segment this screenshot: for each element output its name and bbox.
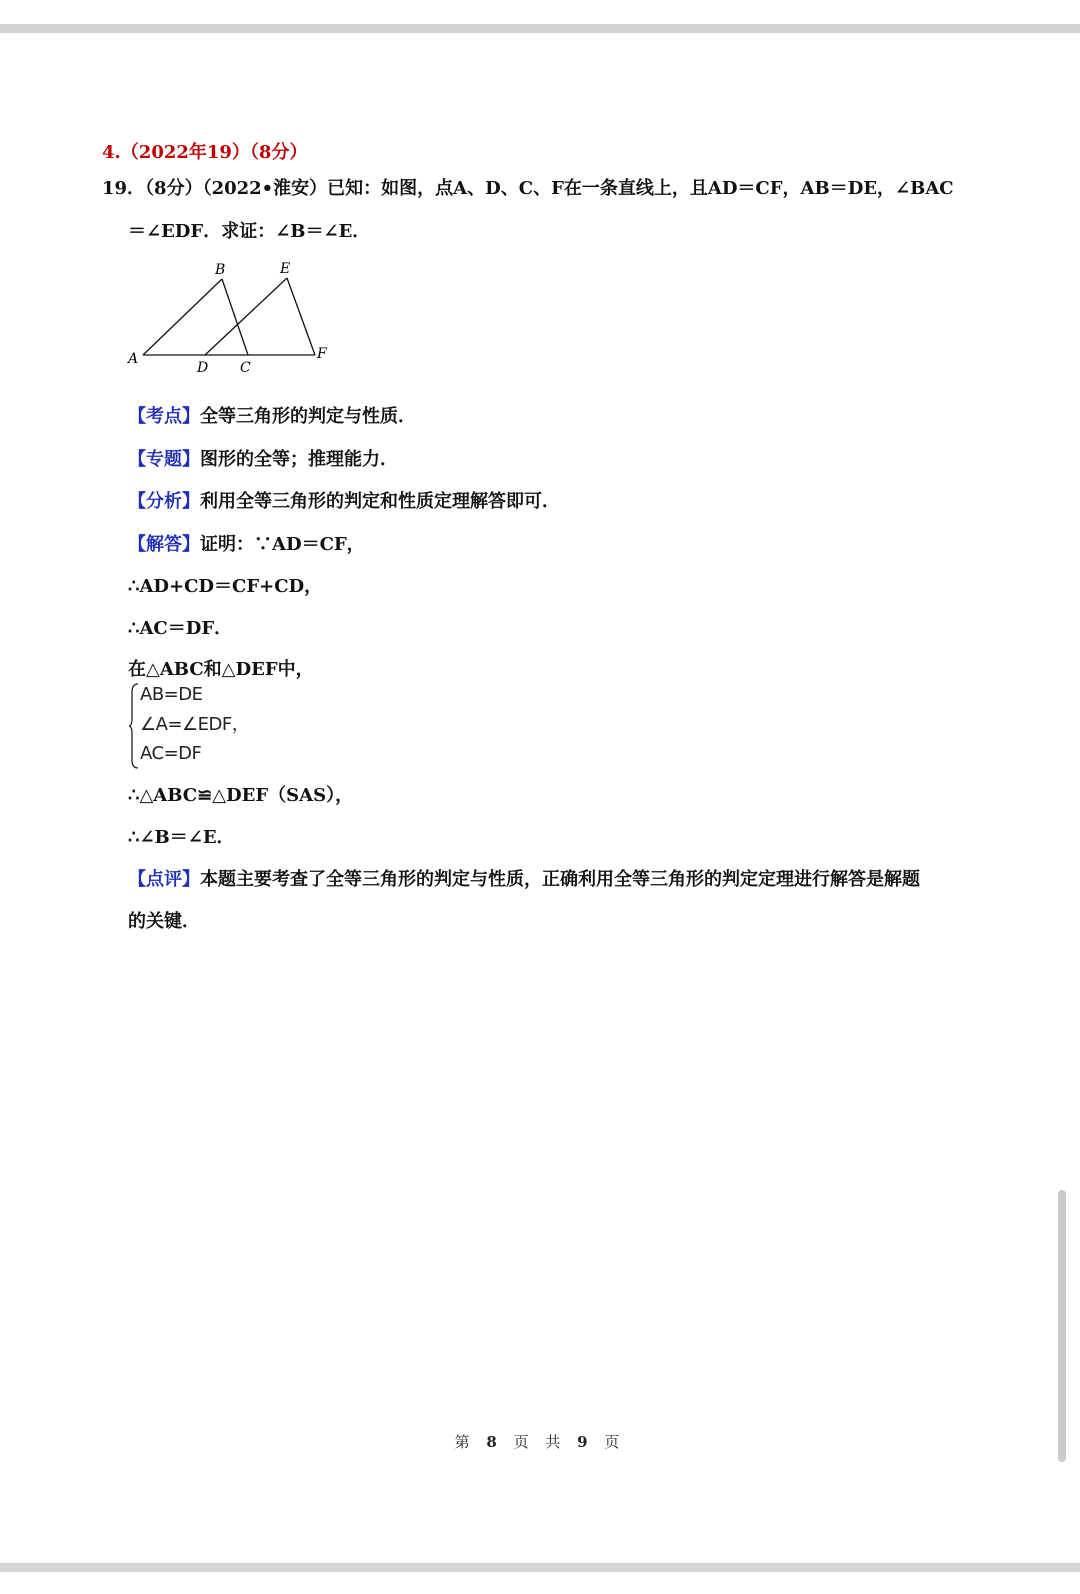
- triangle-figure: [125, 258, 345, 386]
- kaodian-tag: 【考点】: [128, 406, 200, 427]
- problem-line-1: 19．（8分）（2022•淮安）已知：如图，点A、D、C、F在一条直线上，且AD＝CF，AB＝DE，∠BAC: [102, 178, 954, 199]
- footer-mid: 页 共: [513, 1433, 567, 1451]
- jieda-text: 证明：∵AD＝CF，: [200, 534, 365, 555]
- footer-post: 页: [604, 1433, 626, 1451]
- fenxi-tag: 【分析】: [128, 491, 200, 512]
- equation-system: [128, 682, 328, 772]
- triangle-figure-svg: [125, 258, 345, 386]
- system-line-2: ∠A=∠EDF，: [140, 714, 250, 735]
- jieda-row: [128, 534, 365, 556]
- page-footer: [0, 1431, 1080, 1452]
- zhuanti-row: [128, 449, 398, 471]
- label-f: F: [317, 346, 327, 362]
- kaodian-row: [128, 406, 416, 428]
- proof-step-1: ∴AD+CD＝CF+CD，: [128, 576, 323, 597]
- top-edge-bar: [0, 24, 1080, 33]
- proof-step-5: ∴∠B＝∠E．: [128, 827, 235, 848]
- dianping-row: [128, 869, 920, 891]
- left-brace-icon: [128, 682, 140, 770]
- segment-bc: [222, 279, 248, 355]
- question-title: 4.（2022年19）（8分）: [102, 142, 308, 163]
- dianping-text-1: 本题主要考查了全等三角形的判定与性质，正确利用全等三角形的判定定理进行解答是解题: [200, 869, 920, 890]
- segment-de: [205, 278, 287, 355]
- label-a: A: [128, 351, 139, 367]
- footer-page-number: 8: [486, 1433, 503, 1451]
- proof-step-2: ∴AC＝DF．: [128, 618, 233, 639]
- vertical-scrollbar[interactable]: [1058, 1190, 1066, 1462]
- footer-pre: 第: [454, 1433, 476, 1451]
- segment-ab: [143, 279, 222, 355]
- fenxi-text: 利用全等三角形的判定和性质定理解答即可．: [200, 491, 560, 512]
- jieda-tag: 【解答】: [128, 534, 200, 555]
- dianping-tag: 【点评】: [128, 869, 200, 890]
- proof-step-4: ∴△ABC≌△DEF（SAS），: [128, 785, 354, 806]
- label-c: C: [240, 360, 251, 376]
- proof-step-3: 在△ABC和△DEF中，: [128, 659, 314, 680]
- bottom-edge-bar: [0, 1563, 1080, 1572]
- problem-line-2: ＝∠EDF．求证：∠B＝∠E．: [128, 221, 371, 242]
- system-line-3: AC=DF: [140, 743, 202, 764]
- kaodian-text: 全等三角形的判定与性质．: [200, 406, 416, 427]
- segment-ef: [287, 278, 315, 355]
- zhuanti-tag: 【专题】: [128, 449, 200, 470]
- label-b: B: [215, 262, 226, 278]
- label-d: D: [197, 360, 209, 376]
- system-line-1: AB=DE: [140, 684, 203, 705]
- fenxi-row: [128, 491, 560, 513]
- dianping-text-2: 的关键．: [128, 911, 200, 932]
- label-e: E: [280, 261, 291, 277]
- footer-total-pages: 9: [577, 1433, 594, 1451]
- zhuanti-text: 图形的全等；推理能力．: [200, 449, 398, 470]
